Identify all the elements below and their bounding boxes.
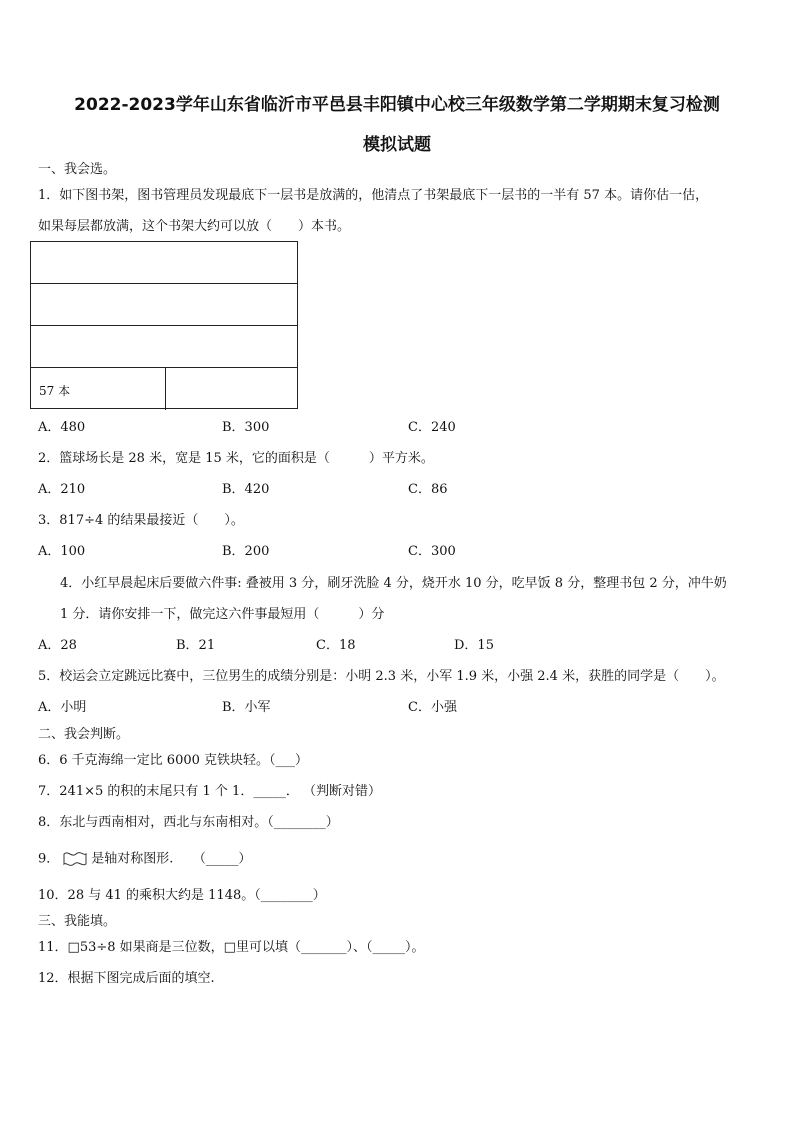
q4-option-b[interactable]: B．21 (176, 638, 216, 653)
shelf-row (31, 326, 297, 368)
q2-option-c[interactable]: C．86 (408, 482, 448, 497)
question-7: 7．241×5 的积的末尾只有 1 个 1．_____． （判断对错） (38, 784, 381, 799)
question-9-number: 9． (38, 851, 60, 867)
q1-option-c[interactable]: C．240 (408, 420, 456, 435)
bookshelf-diagram (30, 241, 298, 409)
question-8: 8．东北与西南相对，西北与东南相对。（________） (38, 815, 339, 830)
question-3: 3．817÷4 的结果最接近（ ）。 (38, 513, 244, 528)
q2-option-b[interactable]: B．420 (222, 482, 270, 497)
q3-option-b[interactable]: B．200 (222, 544, 270, 559)
question-1-line-2: 如果每层都放满，这个书架大约可以放（ ）本书。 (38, 219, 351, 234)
question-10: 10．28 与 41 的乘积大约是 1148。（________） (38, 888, 326, 903)
q4-option-a[interactable]: A．28 (38, 638, 77, 653)
q5-option-c[interactable]: C．小强 (408, 700, 457, 715)
q4-option-d[interactable]: D．15 (454, 638, 494, 653)
section-3-heading: 三、我能填。 (38, 914, 117, 929)
shelf-divider (165, 368, 166, 410)
section-1-heading: 一、我会选。 (38, 162, 117, 177)
q3-option-c[interactable]: C．300 (408, 544, 456, 559)
question-12: 12．根据下图完成后面的填空. (38, 971, 215, 986)
q1-option-b[interactable]: B．300 (222, 420, 270, 435)
shelf-bottom-label: 57 本 (39, 384, 71, 398)
question-1-line-1: 1．如下图书架，图书管理员发现最底下一层书是放满的，他清点了书架最底下一层书的一半有 57 本。请你估一估， (38, 188, 709, 203)
question-4-line-1: 4．小红早晨起床后要做六件事: 叠被用 3 分，刷牙洗脸 4 分，烧开水 10 分，吃早饭 8 分，整理书包 2 分，冲牛奶 (60, 576, 727, 591)
q2-option-a[interactable]: A．210 (38, 482, 86, 497)
q5-option-a[interactable]: A．小明 (38, 700, 87, 715)
shelf-row (31, 242, 297, 284)
question-2: 2．篮球场长是 28 米，宽是 15 米，它的面积是（ ）平方米。 (38, 451, 434, 466)
title-line-2: 模拟试题 (363, 135, 431, 155)
title-line-1: 2022-2023学年山东省临沂市平邑县丰阳镇中心校三年级数学第二学期期末复习检测 (74, 95, 720, 115)
q5-option-b[interactable]: B．小军 (222, 700, 271, 715)
question-5: 5．校运会立定跳远比赛中，三位男生的成绩分别是：小明 2.3 米，小军 1.9 米，小强 2.4 米，获胜的同学是（ ）。 (38, 669, 725, 684)
question-9 (38, 850, 251, 868)
question-4-line-2: 1 分．请你安排一下，做完这六件事最短用（ ）分 (60, 607, 385, 622)
q4-option-c[interactable]: C．18 (316, 638, 356, 653)
q1-option-a[interactable]: A．480 (38, 420, 86, 435)
question-6: 6．6 千克海绵一定比 6000 克铁块轻。（___） (38, 753, 309, 768)
flag-shape-icon (61, 850, 89, 868)
q3-option-a[interactable]: A．100 (38, 544, 86, 559)
question-11: 11．□53÷8 如果商是三位数，□里可以填（_______）、（_____）。 (38, 940, 425, 955)
shelf-row (31, 284, 297, 326)
question-9-text: 是轴对称图形. （_____） (91, 851, 252, 867)
section-2-heading: 二、我会判断。 (38, 727, 130, 742)
